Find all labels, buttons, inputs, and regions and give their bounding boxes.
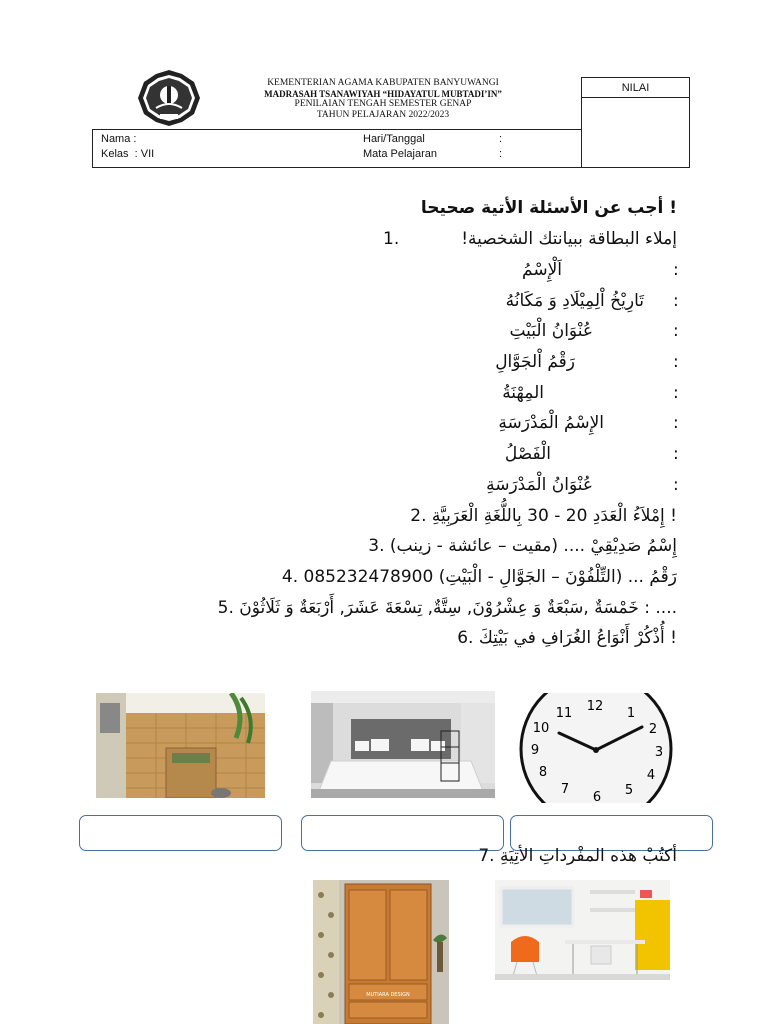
name-label: Nama : xyxy=(101,133,137,145)
wardrobe-picture xyxy=(313,880,449,1024)
subject-label: Mata Pelajaran xyxy=(363,148,437,160)
field-home-address-colon: : xyxy=(673,321,679,341)
clock-number-11: 11 xyxy=(555,706,573,721)
q7-text: أكتُبْ هذه المفْرداتِ الأتِيَةِ .7 xyxy=(478,846,677,866)
clock-number-6: 6 xyxy=(592,790,602,803)
clock-number-10: 10 xyxy=(532,721,550,736)
instruction-heading: ! أجب عن الأسئلة الأتية صحيحا xyxy=(420,198,677,218)
field-school-address: عُنْوَانُ الْمَدْرَسَةِ xyxy=(486,475,593,495)
q2-text: ! إِمْلاَءُ الْعَدَدِ 20 - 30 بِاللُّغَةِ الْعَرَبِيَّةِ .2 xyxy=(410,506,677,526)
field-class-colon: : xyxy=(673,444,679,464)
field-job: المِهْنَةُ xyxy=(502,383,544,403)
clock-number-12: 12 xyxy=(586,699,604,714)
clock-number-9: 9 xyxy=(530,743,540,758)
wardrobe-watermark: MUTIARA DESIGN xyxy=(366,992,410,998)
clock-number-5: 5 xyxy=(624,783,634,798)
class-label: Kelas : VII xyxy=(101,148,155,160)
q3-text: إِسْمُ صَدِيْقِيْ .... (مقيت – عائشة - زينب) .3 xyxy=(368,536,677,556)
field-job-colon: : xyxy=(673,383,679,403)
clock-number-4: 4 xyxy=(646,768,656,783)
header-text xyxy=(210,78,556,120)
clock-number-1: 1 xyxy=(626,706,636,721)
bedroom-picture xyxy=(311,691,495,798)
q1-number: 1. xyxy=(383,229,400,249)
bathroom-picture xyxy=(96,693,265,798)
answer-box-bedroom[interactable] xyxy=(301,815,504,851)
header-line-madrasah: MADRASAH TSANAWIYAH “HIDAYATUL MUBTADI’IN” xyxy=(264,88,502,99)
clock-picture xyxy=(519,693,673,803)
field-school-name-colon: : xyxy=(673,413,679,433)
header-line-ministry: KEMENTERIAN AGAMA KABUPATEN BANYUWANGI xyxy=(267,78,499,88)
field-school-address-colon: : xyxy=(673,475,679,495)
clock-number-7: 7 xyxy=(560,782,570,797)
field-school-name: الإِسْمُ الْمَدْرَسَةِ xyxy=(498,413,604,433)
field-class: الْفَصْلُ xyxy=(504,444,551,464)
field-birth: تَارِيْخُ اْلِمِيْلَادِ وَ مَكَانُهُ xyxy=(505,291,644,311)
q4-text: رَقْمُ ... (التِّلْفُوْنَ – الجَوَّالِ - الْبَيْتِ) 085232478900 .4 xyxy=(281,567,677,587)
field-home-address: عُنْوَانُ الْبَيْتِ xyxy=(509,321,593,341)
answer-box-bathroom[interactable] xyxy=(79,815,282,851)
student-info-box xyxy=(92,129,582,168)
clock-number-8: 8 xyxy=(538,765,548,780)
madrasah-logo xyxy=(134,68,204,128)
field-phone: رَقْمُ اْلجَوَّالِ xyxy=(495,352,575,372)
q5-text: .... : خَمْسَةٌ ,سَبْعَةٌ وَ عِشْرُوْنَ, سِتَّةٌ, تِسْعَةَ عَشَرَ, أَرْبَعَةٌ وَ ثَلَاثُوْنَ .5 xyxy=(217,598,677,618)
date-label: Hari/Tanggal xyxy=(363,133,425,145)
clock-number-3: 3 xyxy=(654,745,664,760)
q6-text: ! أُذْكُرْ أَنْوَاعُ الغُرَافِ في بَيْتِكَ .6 xyxy=(457,628,677,648)
q1-text: إملاء البطاقة ببيانتك الشخصية! xyxy=(461,229,677,249)
subject-colon: : xyxy=(499,148,503,160)
score-box xyxy=(581,77,690,168)
field-phone-colon: : xyxy=(673,352,679,372)
field-name-colon: : xyxy=(673,260,679,280)
date-colon: : xyxy=(499,133,503,145)
header-line-year: TAHUN PELAJARAN 2022/2023 xyxy=(316,109,450,120)
clock-number-2: 2 xyxy=(648,722,658,737)
field-name: اَلْإِسْمُ xyxy=(522,260,562,280)
field-birth-colon: : xyxy=(673,291,679,311)
score-label: NILAI xyxy=(582,78,689,98)
study-room-picture xyxy=(495,880,670,980)
header-line-exam: PENILAIAN TENGAH SEMESTER GENAP xyxy=(294,99,472,109)
